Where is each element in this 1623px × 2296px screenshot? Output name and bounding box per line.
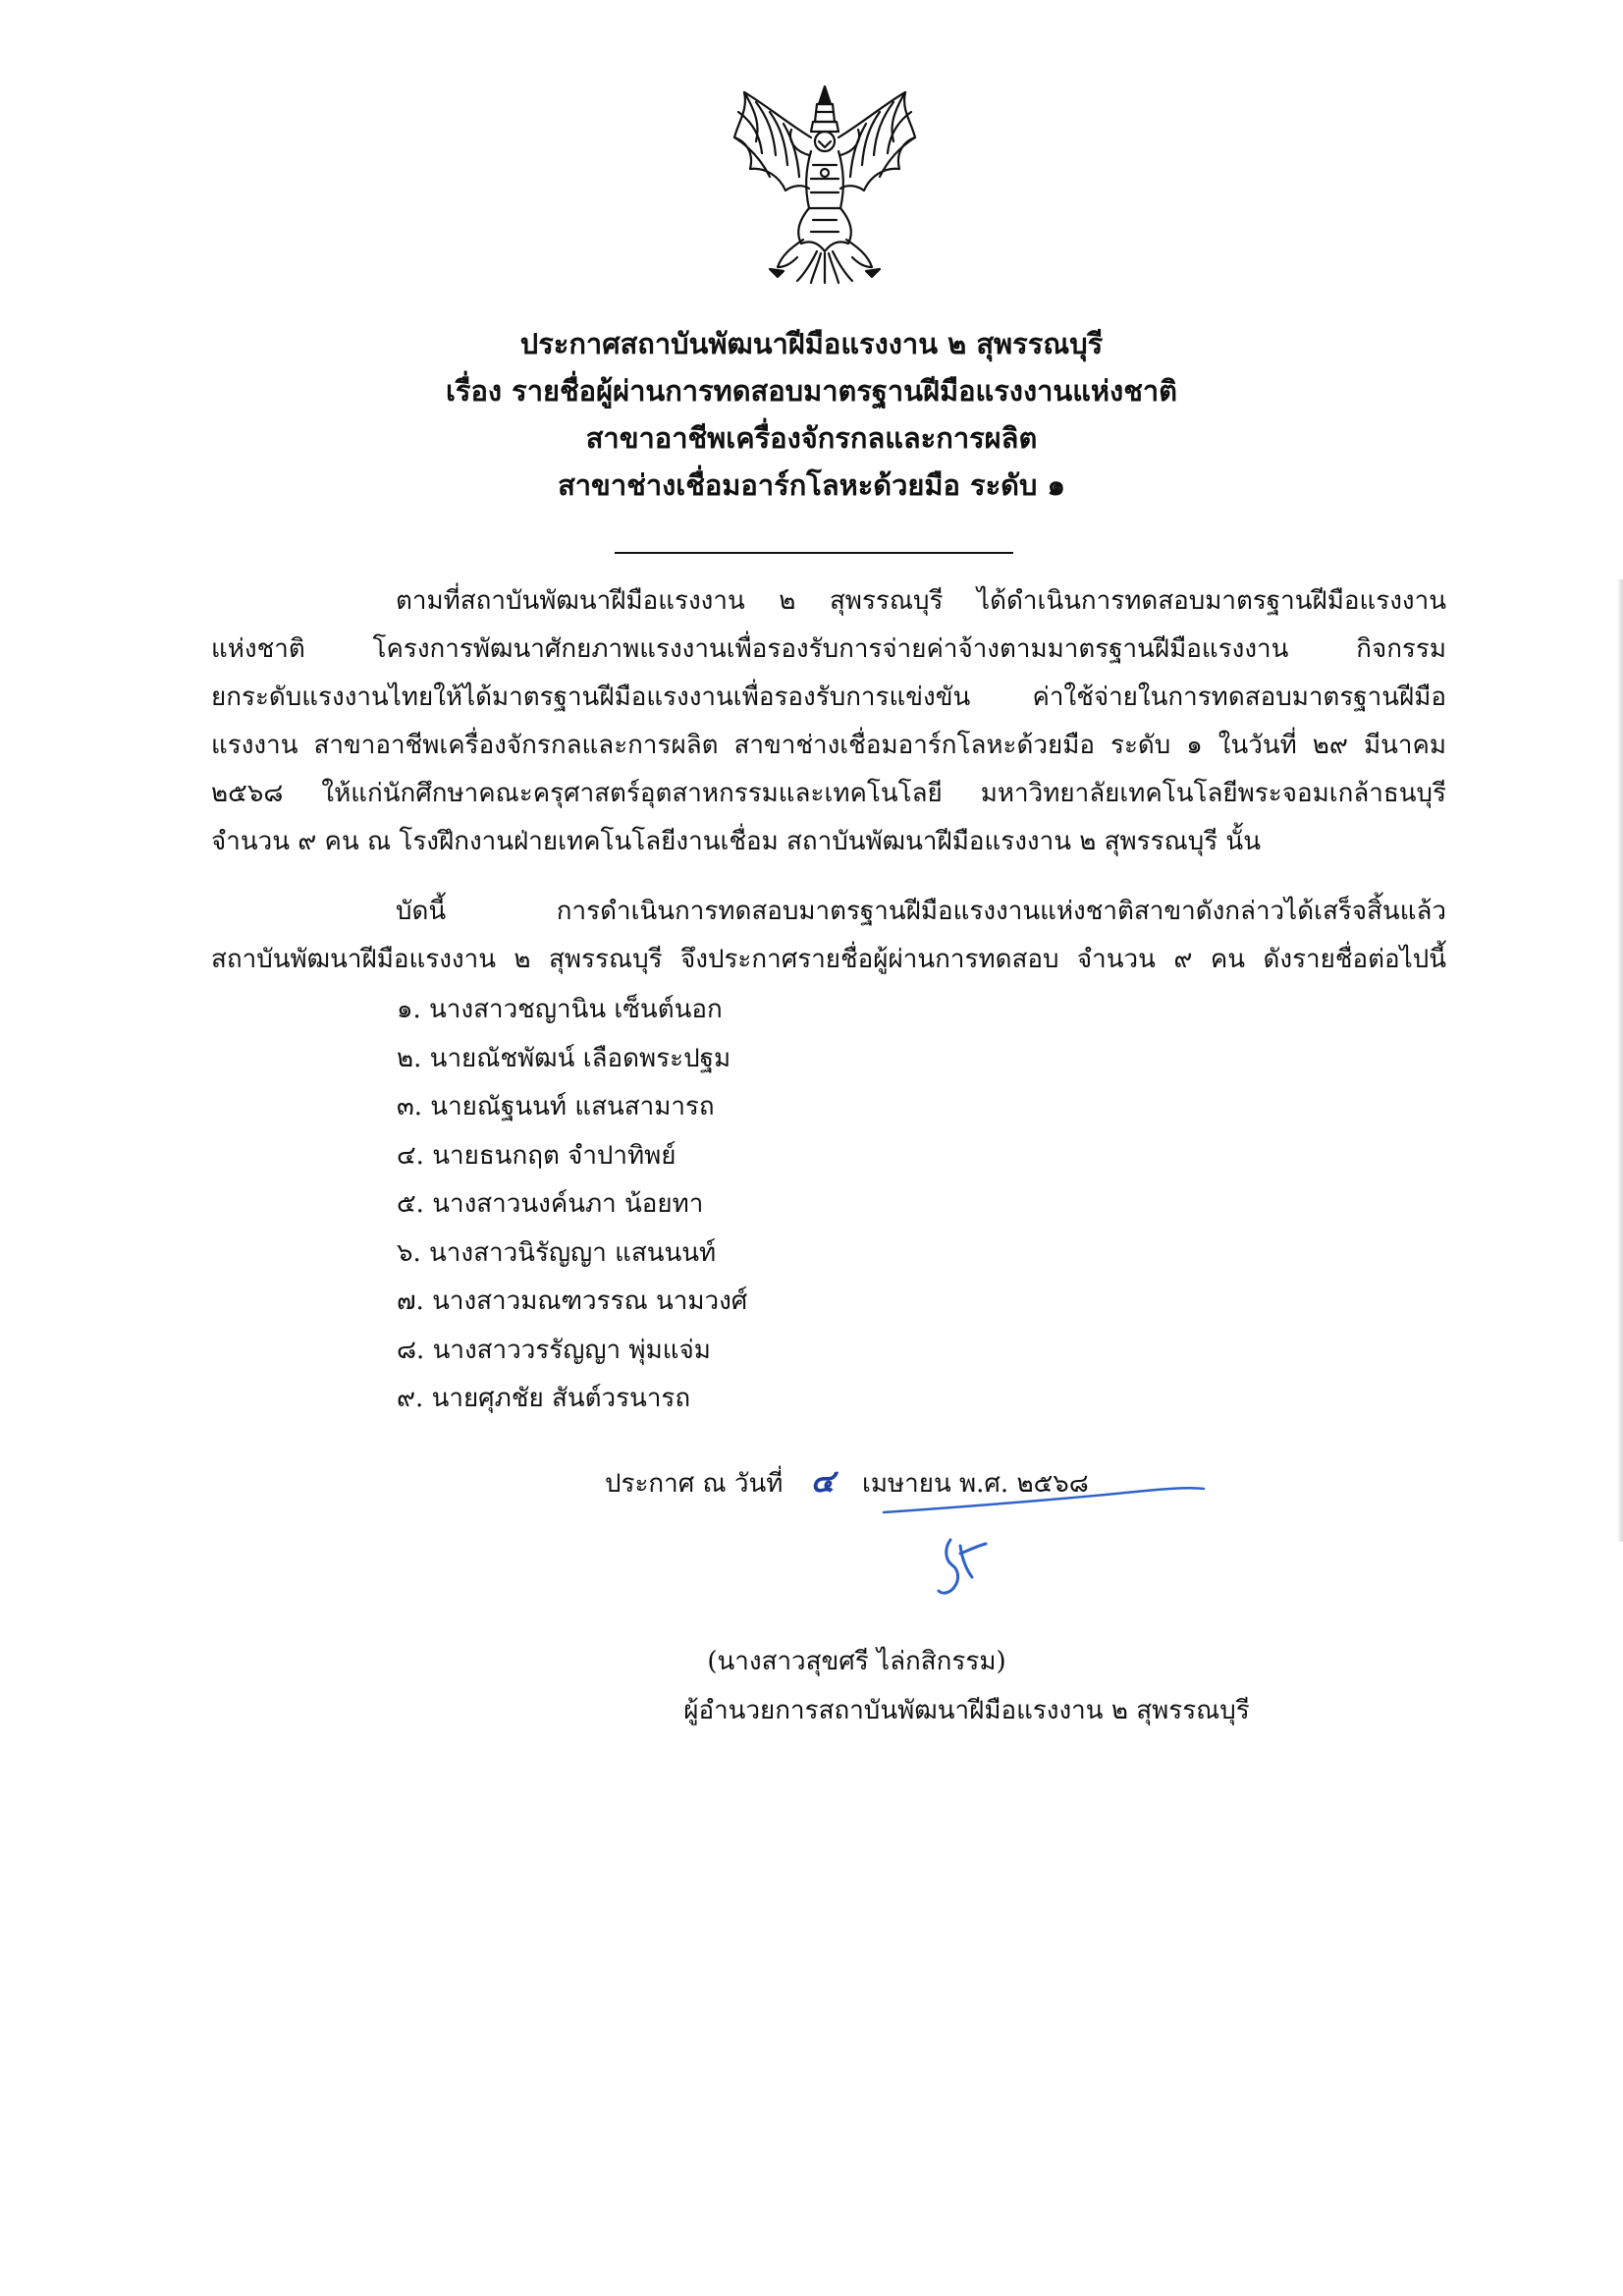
list-item: ๗. นางสาวมณฑวรรณ นามวงศ์ (397, 1286, 748, 1316)
list-item: ๒. นายณัชพัฒน์ เลือดพระปฐม (397, 1043, 731, 1073)
title-line-3: สาขาอาชีพเครื่องจักรกลและการผลิต (585, 421, 1038, 455)
body-paragraph-1 (211, 577, 1446, 866)
paragraph-line: สถาบันพัฒนาฝีมือแรงงาน ๒ สุพรรณบุรี จึงประกาศรายชื่อผู้ผ่านการทดสอบ จำนวน ๙ คน ดังรายชื่อต่อไปนี้ (211, 945, 1446, 974)
body-paragraph-2 (211, 888, 1446, 984)
list-item: ๕. นางสาวนงค์นภา น้อยทา (397, 1189, 704, 1219)
paragraph-line: บัดนี้ การดำเนินการทดสอบมาตรฐานฝีมือแรงงานแห่งชาติสาขาดังกล่าวได้เสร็จสิ้นแล้ว (396, 897, 1446, 926)
paragraph-line: แห่งชาติ โครงการพัฒนาศักยภาพแรงงานเพื่อรองรับการจ่ายค่าจ้างตามมาตรฐานฝีมือแรงงาน กิจกรรม (211, 634, 1446, 664)
list-item: ๓. นายณัฐนนท์ แสนสามารถ (397, 1092, 715, 1121)
list-item: ๔. นายธนกฤต จำปาทิพย์ (397, 1140, 676, 1171)
date-prefix: ประกาศ ณ วันที่ (605, 1469, 784, 1499)
paragraph-line: ยกระดับแรงงานไทยให้ได้มาตรฐานฝีมือแรงงานเพื่อรองรับการแข่งขัน ค่าใช้จ่ายในการทดสอบมาตรฐานฝีมือ (211, 683, 1446, 712)
scan-edge-shadow (1617, 579, 1623, 1542)
date-month-year: เมษายน พ.ศ. ๒๕๖๘ (861, 1469, 1089, 1499)
list-item: ๖. นางสาวนิรัญญา แสนนนท์ (397, 1237, 717, 1268)
announcement-title (0, 320, 1623, 509)
paragraph-line: แรงงาน สาขาอาชีพเครื่องจักรกลและการผลิต สาขาช่างเชื่อมอาร์กโลหะด้วยมือ ระดับ ๑ ในวันที่ ๒๙ มีนาคม (211, 731, 1446, 760)
title-divider (615, 552, 1013, 554)
handwritten-day: ๔ (810, 1462, 835, 1500)
handwritten-underline-stroke (880, 1479, 1210, 1518)
title-line-4: สาขาช่างเชื่อมอาร์กโลหะด้วยมือ ระดับ ๑ (558, 468, 1065, 502)
list-item: ๙. นายศุภชัย สันต์วรนารถ (397, 1384, 691, 1413)
signatory-name: (นางสาวสุขศรี ไล่กสิกรรม) (707, 1647, 1006, 1676)
paragraph-line: ตามที่สถาบันพัฒนาฝีมือแรงงาน ๒ สุพรรณบุรี ได้ดำเนินการทดสอบมาตรฐานฝีมือแรงงาน (396, 586, 1446, 616)
handwritten-signature (931, 1526, 1021, 1605)
paragraph-line: ๒๕๖๘ ให้แก่นักศึกษาคณะครุศาสตร์อุตสาหกรรมและเทคโนโลยี มหาวิทยาลัยเทคโนโลยีพระจอมเกล้าธนบุรี (211, 779, 1446, 808)
passed-candidates-list (397, 986, 747, 1424)
signatory-position: ผู้อำนวยการสถาบันพัฒนาฝีมือแรงงาน ๒ สุพรรณบุรี (683, 1696, 1250, 1725)
title-line-1: ประกาศสถาบันพัฒนาฝีมือแรงงาน ๒ สุพรรณบุรี (519, 327, 1104, 360)
garuda-emblem-icon (727, 82, 923, 287)
paragraph-line: จำนวน ๙ คน ณ โรงฝึกงานฝ่ายเทคโนโลยีงานเชื่อม สถาบันพัฒนาฝีมือแรงงาน ๒ สุพรรณบุรี นั้น (211, 827, 1261, 856)
title-line-2: เรื่อง รายชื่อผู้ผ่านการทดสอบมาตรฐานฝีมือแรงงานแห่งชาติ (445, 374, 1177, 408)
list-item: ๑. นางสาวชญานิน เซ็นต์นอก (397, 995, 723, 1024)
list-item: ๘. นางสาววรรัญญา พุ่มแจ่ม (397, 1335, 711, 1365)
